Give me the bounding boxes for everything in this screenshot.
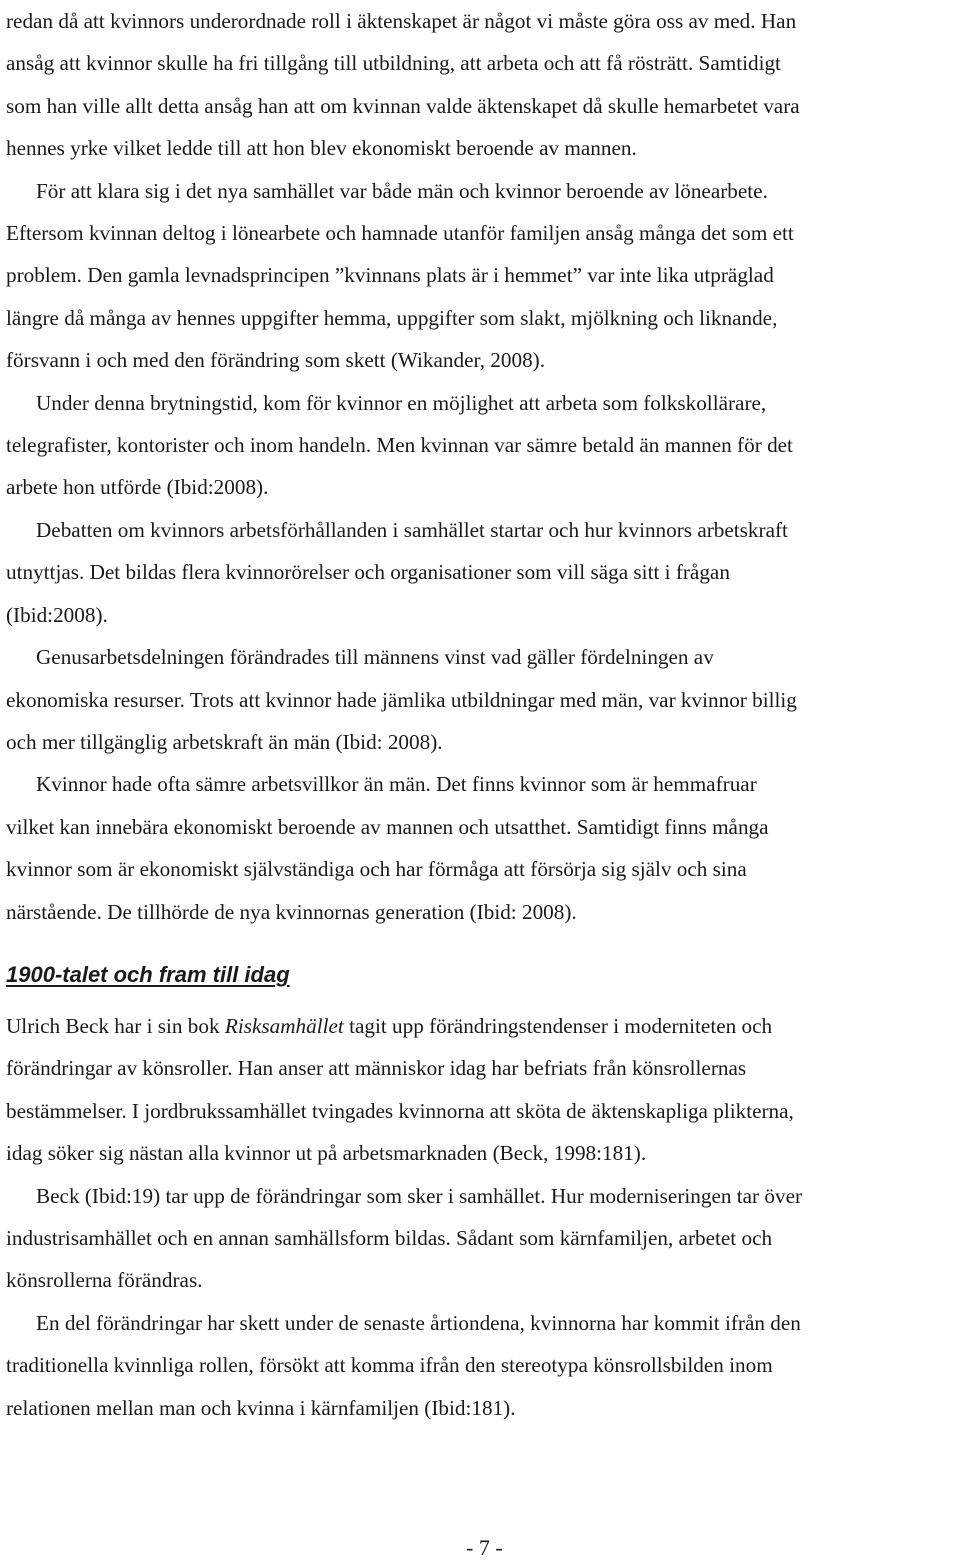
paragraph-continuation xyxy=(6,0,958,170)
text-line xyxy=(6,1005,958,1047)
text-line: ekonomiska resurser. Trots att kvinnor hade jämlika utbildningar med män, var kvinnor billig xyxy=(6,687,797,712)
paragraph xyxy=(6,636,958,763)
text-line: längre då många av hennes uppgifter hemma, uppgifter som slakt, mjölkning och liknande, xyxy=(6,305,778,330)
text-line: (Ibid:2008). xyxy=(6,602,108,627)
text-line: könsrollerna förändras. xyxy=(6,1268,203,1293)
text-line: relationen mellan man och kvinna i kärnfamiljen (Ibid:181). xyxy=(6,1395,516,1420)
text-line: För att klara sig i det nya samhället var både män och kvinnor beroende av lönearbete. xyxy=(36,178,768,203)
text-line: arbete hon utförde (Ibid:2008). xyxy=(6,475,269,500)
text-line: Eftersom kvinnan deltog i lönearbete och hamnade utanför familjen ansåg många det som ett xyxy=(6,221,794,246)
text-line: försvann i och med den förändring som skett (Wikander, 2008). xyxy=(6,348,546,373)
paragraph xyxy=(6,763,958,933)
text-line: telegrafister, kontorister och inom handeln. Men kvinnan var sämre betald än mannen för det xyxy=(6,433,793,458)
paragraph xyxy=(6,1005,958,1175)
body-text-lower xyxy=(6,1005,958,1429)
book-title: Risksamhället xyxy=(224,1014,344,1038)
text-line: vilket kan innebära ekonomiskt beroende av mannen och utsatthet. Samtidigt finns många xyxy=(6,814,769,839)
text-line: kvinnor som är ekonomiskt självständiga och har förmåga att försörja sig själv och sina xyxy=(6,857,747,882)
text-line: ansåg att kvinnor skulle ha fri tillgång till utbildning, att arbeta och att få rösträtt. Samtidigt xyxy=(6,51,781,76)
section-heading: 1900-talet och fram till idag xyxy=(6,962,290,987)
text-line: som han ville allt detta ansåg han att om kvinnan valde äktenskapet då skulle hemarbetet vara xyxy=(6,93,800,118)
text-line: utnyttjas. Det bildas flera kvinnorörelser och organisationer som vill säga sitt i frågan xyxy=(6,560,730,585)
text-line: Debatten om kvinnors arbetsförhållanden i samhället startar och hur kvinnors arbetskraft xyxy=(36,517,788,542)
paragraph xyxy=(6,1302,958,1429)
text-line: problem. Den gamla levnadsprincipen ”kvinnans plats är i hemmet” var inte lika utpräglad xyxy=(6,263,774,288)
text-line: närstående. De tillhörde de nya kvinnornas generation (Ibid: 2008). xyxy=(6,899,577,924)
page-number: - 7 - xyxy=(466,1535,503,1560)
text-line: industrisamhället och en annan samhällsform bildas. Sådant som kärnfamiljen, arbetet och xyxy=(6,1226,773,1251)
text-line: idag söker sig nästan alla kvinnor ut på arbetsmarknaden (Beck, 1998:181). xyxy=(6,1141,647,1166)
text-line: Kvinnor hade ofta sämre arbetsvillkor än män. Det finns kvinnor som är hemmafruar xyxy=(36,772,757,797)
text-line: förändringar av könsroller. Han anser att människor idag har befriats från könsrollernas xyxy=(6,1056,747,1081)
paragraph xyxy=(6,509,958,636)
paragraph xyxy=(6,170,958,382)
text-line: redan då att kvinnors underordnade roll i äktenskapet är något vi måste göra oss av med. Han xyxy=(6,9,797,33)
text-line: hennes yrke vilket ledde till att hon blev ekonomiskt beroende av mannen. xyxy=(6,136,637,161)
paragraph xyxy=(6,1175,958,1302)
text-line: Beck (Ibid:19) tar upp de förändringar som sker i samhället. Hur moderniseringen tar över xyxy=(36,1183,803,1208)
text-line: och mer tillgänglig arbetskraft än män (Ibid: 2008). xyxy=(6,729,443,754)
text-line: traditionella kvinnliga rollen, försökt att komma ifrån den stereotypa könsrollsbilden inom xyxy=(6,1353,773,1378)
text-line: Under denna brytningstid, kom för kvinnor en möjlighet att arbeta som folkskollärare, xyxy=(36,390,767,415)
text-segment: tagit upp förändringstendenser i moderniteten och xyxy=(343,1014,773,1038)
body-text-upper xyxy=(6,0,958,933)
text-line: En del förändringar har skett under de senaste årtiondena, kvinnorna har kommit ifrån den xyxy=(36,1310,801,1335)
paragraph xyxy=(6,382,958,509)
text-segment: Ulrich Beck har i sin bok xyxy=(6,1014,225,1038)
text-line: bestämmelser. I jordbrukssamhället tvingades kvinnorna att sköta de äktenskapliga plikterna, xyxy=(6,1098,794,1123)
text-line: Genusarbetsdelningen förändrades till männens vinst vad gäller fördelningen av xyxy=(36,645,714,670)
